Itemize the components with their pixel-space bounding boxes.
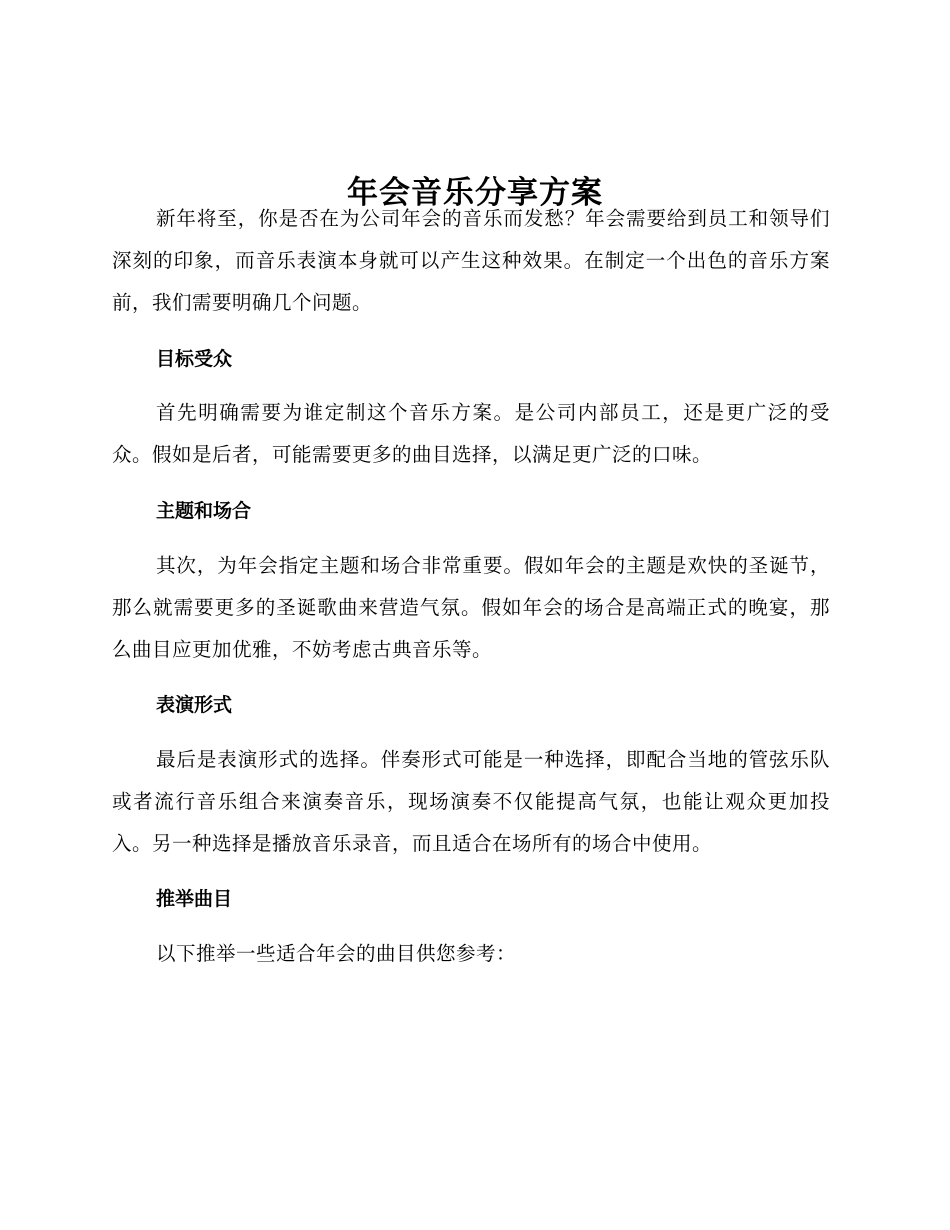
section-heading-audience: 目标受众 [156, 348, 233, 370]
document-title: 年会音乐分享方案 [347, 174, 603, 211]
section-heading-theme: 主题和场合 [156, 500, 252, 522]
section-body-recommended: 以下推举一些适合年会的曲目供您参考： [156, 942, 517, 965]
section-body-audience: 首先明确需要为谁定制这个音乐方案。是公司内部员工，还是更广泛的受众。假如是后者，可能需要更多的曲目选择，以满足更广泛的口味。 [112, 401, 830, 466]
section-heading-performance: 表演形式 [156, 694, 233, 716]
section-body-performance: 最后是表演形式的选择。伴奏形式可能是一种选择，即配合当地的管弦乐队或者流行音乐组合来演奏音乐，现场演奏不仅能提高气氛，也能让观众更加投入。另一种选择是播放音乐录音，而且适合在场所有的场合中使用。 [112, 748, 830, 855]
intro-paragraph: 新年将至，你是否在为公司年会的音乐而发愁？年会需要给到员工和领导们深刻的印象，而音乐表演本身就可以产生这种效果。在制定一个出色的音乐方案前，我们需要明确几个问题。 [112, 207, 830, 314]
section-body-theme: 其次，为年会指定主题和场合非常重要。假如年会的主题是欢快的圣诞节，那么就需要更多的圣诞歌曲来营造气氛。假如年会的场合是高端正式的晚宴，那么曲目应更加优雅，不妨考虑古典音乐等。 [112, 554, 830, 661]
section-heading-recommended: 推举曲目 [156, 888, 233, 910]
